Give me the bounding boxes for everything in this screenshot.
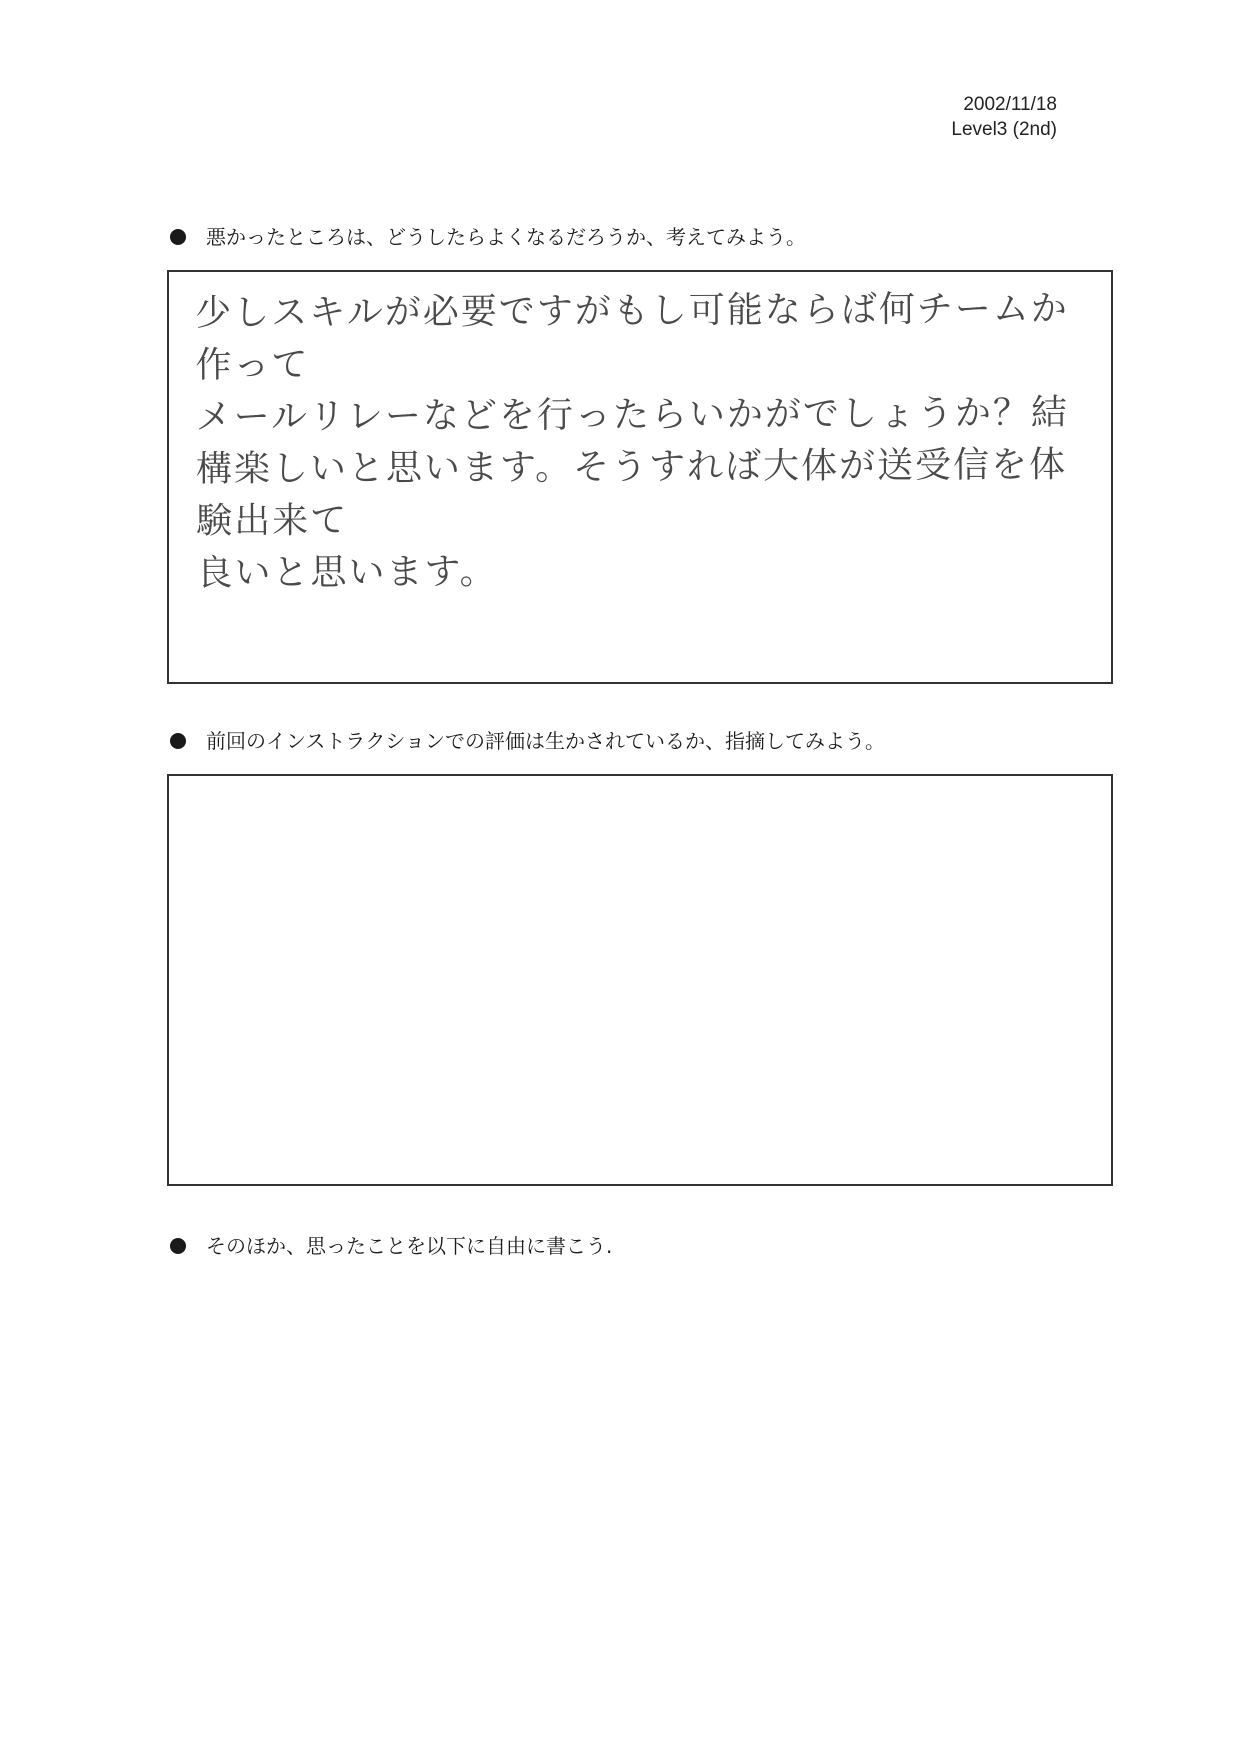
- handwritten-answer-1: 少しスキルが必要ですがもし可能ならば何チームか作って メールリレーなどを行ったらいかがでしょうか？結構楽しいと思います。そうすれば大体が送受信を体験出来て 良いと思います。: [195, 288, 1070, 594]
- date-label: 2002/11/18: [963, 94, 1057, 115]
- question-1-text: 悪かったところは、どうしたらよくなるだろうか、考えてみよう。: [206, 225, 806, 249]
- bullet-icon: [170, 229, 186, 245]
- question-2: [170, 728, 885, 754]
- question-3: [170, 1233, 612, 1259]
- bullet-icon: [170, 1238, 186, 1254]
- answer-box-1[interactable]: [167, 270, 1113, 684]
- answer-box-2[interactable]: [167, 774, 1113, 1186]
- bullet-icon: [170, 733, 186, 749]
- question-3-text: そのほか、思ったことを以下に自由に書こう.: [206, 1234, 613, 1258]
- level-label: Level3 (2nd): [951, 119, 1057, 140]
- handwritten-answer-2: [195, 787, 1085, 792]
- free-writing-area[interactable]: [167, 1280, 1113, 1700]
- question-2-text: 前回のインストラクションでの評価は生かされているか、指摘してみよう。: [206, 729, 885, 753]
- document-header: [951, 92, 1057, 142]
- question-1: [170, 224, 806, 250]
